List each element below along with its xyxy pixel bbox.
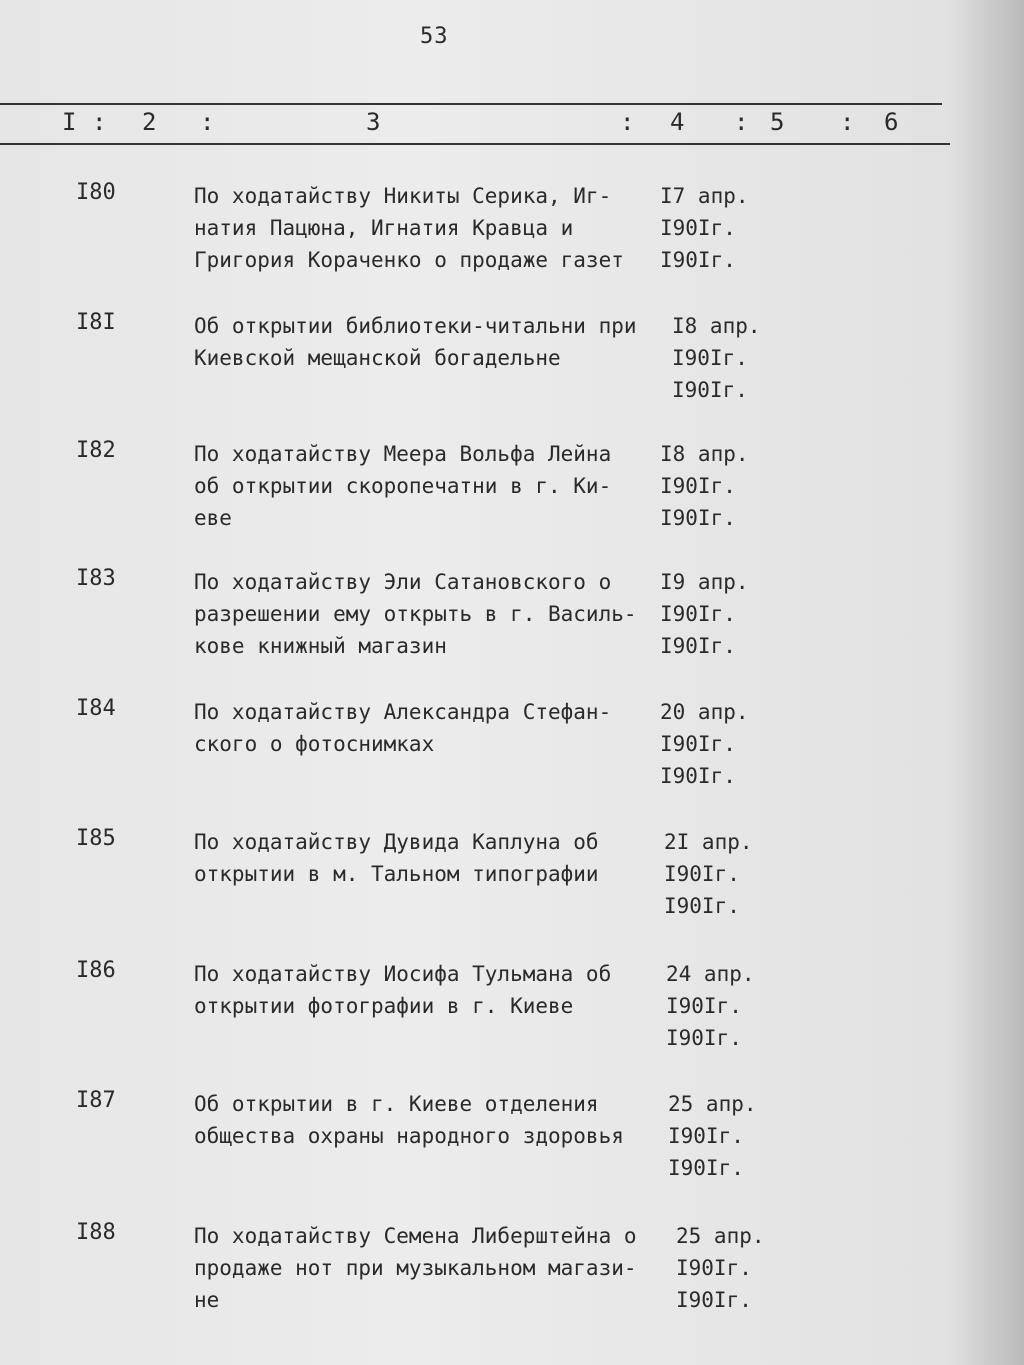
- column-separator: :: [734, 108, 749, 136]
- column-separator: :: [620, 108, 635, 136]
- entry-description: По ходатайству Александра Стефан- ского о фотоснимках: [194, 700, 612, 756]
- table-row: [0, 1088, 1024, 1218]
- entry-dates: I7 апр. I90Iг. I90Iг.: [660, 184, 749, 272]
- column-number-3: 3: [366, 108, 381, 136]
- entry-description: По ходатайству Дувида Каплуна об открытии в м. Тальном типографии: [194, 830, 599, 886]
- entry-number: I83: [76, 566, 116, 591]
- entry-number: I85: [76, 826, 116, 851]
- entry-number: I8I: [76, 310, 116, 335]
- entry-number: I86: [76, 958, 116, 983]
- entry-description: По ходатайству Семена Либерштейна о продаже нот при музыкальном магази- не: [194, 1224, 637, 1312]
- column-separator: :: [200, 108, 215, 136]
- table-row: [0, 1220, 1024, 1350]
- entry-dates: 25 апр. I90Iг. I90Iг.: [668, 1092, 757, 1180]
- entry-number: I88: [76, 1220, 116, 1245]
- column-number-1: I: [62, 108, 77, 136]
- entry-description: По ходатайству Меера Вольфа Лейна об открытии скоропечатни в г. Ки- еве: [194, 442, 612, 530]
- table-row: [0, 958, 1024, 1088]
- header-rule-bottom: [0, 143, 950, 145]
- entry-description: Об открытии библиотеки-читальни при Киевской мещанской богадельне: [194, 314, 637, 370]
- entry-description: По ходатайству Иосифа Тульмана об открытии фотографии в г. Киеве: [194, 962, 612, 1018]
- column-separator: :: [840, 108, 855, 136]
- entry-dates: 20 апр. I90Iг. I90Iг.: [660, 700, 749, 788]
- entry-dates: 2I апр. I90Iг. I90Iг.: [664, 830, 753, 918]
- entry-number: I84: [76, 696, 116, 721]
- header-rule-top: [0, 103, 942, 105]
- entry-description: По ходатайству Эли Сатановского о разрешении ему открыть в г. Василь- кове книжный магазин: [194, 570, 637, 658]
- entry-dates: 25 апр. I90Iг. I90Iг.: [676, 1224, 765, 1312]
- table-row: [0, 438, 1024, 568]
- entry-number: I87: [76, 1088, 116, 1113]
- table-row: [0, 180, 1024, 310]
- entry-number: I80: [76, 180, 116, 205]
- entry-description: По ходатайству Никиты Серика, Иг- натия Пацюна, Игнатия Кравца и Григория Кораченко о продаже газет: [194, 184, 624, 272]
- entry-dates: I8 апр. I90Iг. I90Iг.: [660, 442, 749, 530]
- page-number: 53: [420, 24, 449, 49]
- column-number-5: 5: [770, 108, 785, 136]
- entry-number: I82: [76, 438, 116, 463]
- column-separator: :: [92, 108, 107, 136]
- table-row: [0, 310, 1024, 440]
- column-number-2: 2: [142, 108, 157, 136]
- table-row: [0, 696, 1024, 826]
- column-number-6: 6: [884, 108, 899, 136]
- entry-dates: I8 апр. I90Iг. I90Iг.: [672, 314, 761, 402]
- table-row: [0, 566, 1024, 696]
- table-row: [0, 826, 1024, 956]
- entry-dates: I9 апр. I90Iг. I90Iг.: [660, 570, 749, 658]
- entry-description: Об открытии в г. Киеве отделения общества охраны народного здоровья: [194, 1092, 624, 1148]
- column-number-4: 4: [670, 108, 685, 136]
- entry-dates: 24 апр. I90Iг. I90Iг.: [666, 962, 755, 1050]
